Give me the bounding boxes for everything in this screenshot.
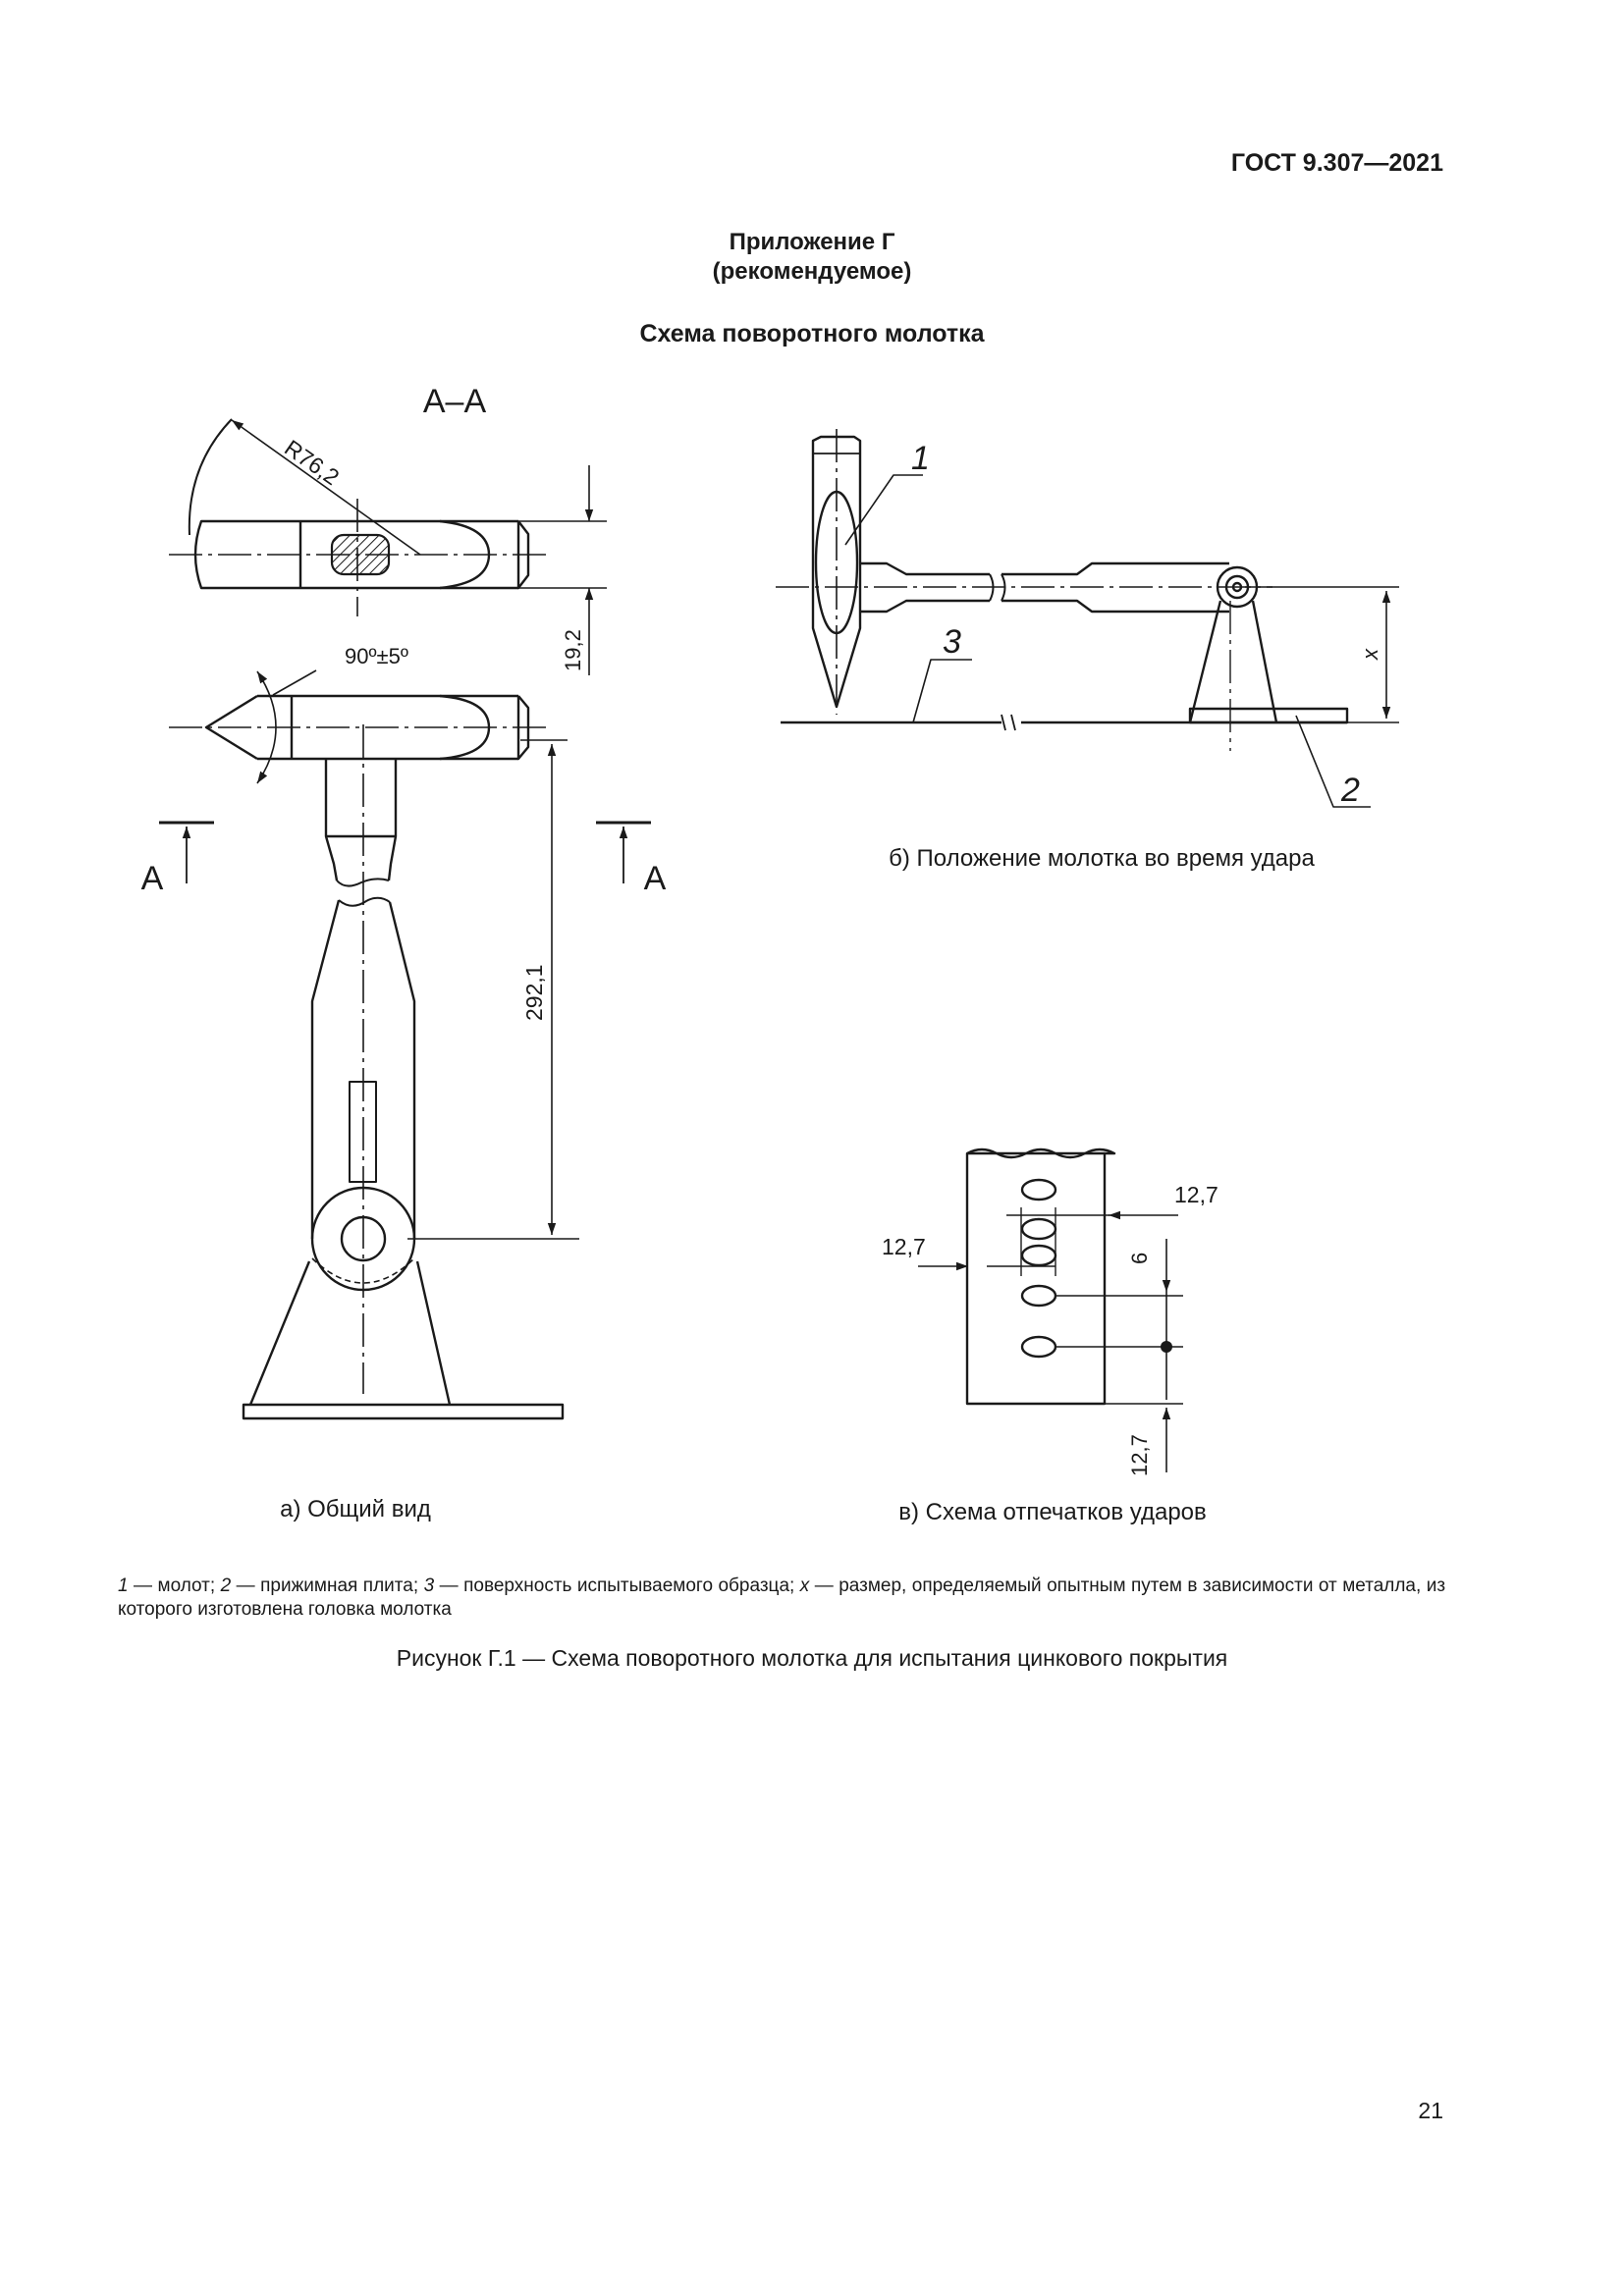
callout-1: 1	[911, 440, 930, 477]
caption-impact-position: б) Положение молотка во время удара	[889, 845, 1315, 872]
impact-prints-view	[882, 1149, 1218, 1525]
callout-3: 3	[943, 623, 961, 661]
dim-x-label: x	[1358, 649, 1382, 660]
print-1	[1022, 1180, 1056, 1200]
standard-designation: ГОСТ 9.307—2021	[1230, 149, 1443, 177]
callout-2: 2	[1341, 772, 1360, 809]
general-view	[141, 644, 667, 1522]
page-number: 21	[1418, 2098, 1443, 2123]
legend-num-x: x	[799, 1575, 810, 1596]
radius-label: R76,2	[280, 434, 345, 491]
print-2	[1022, 1219, 1056, 1239]
print-3	[1022, 1246, 1056, 1265]
impact-position-view	[776, 429, 1399, 872]
dim-left-label: 12,7	[882, 1234, 926, 1259]
figure-heading: Схема поворотного молотка	[639, 320, 985, 347]
section-mark-left: А	[140, 860, 164, 897]
print-5	[1022, 1337, 1056, 1357]
appendix-subtitle: (рекомендуемое)	[712, 258, 912, 285]
angle-label: 90º±5º	[345, 644, 408, 668]
print-4	[1022, 1286, 1056, 1306]
dim-right-label: 12,7	[1174, 1182, 1218, 1207]
caption-general-view: а) Общий вид	[280, 1496, 431, 1522]
figure-legend	[118, 1575, 1445, 1622]
appendix-title: Приложение Г	[729, 229, 895, 255]
section-mark-right: А	[643, 860, 667, 897]
legend-num-3: 3	[423, 1575, 435, 1596]
dim-bottom-label: 12,7	[1127, 1434, 1152, 1476]
legend-text-2: — прижимная плита;	[236, 1575, 419, 1596]
dim-spacing-label: 6	[1127, 1252, 1152, 1264]
legend-text-1: — молот;	[134, 1575, 216, 1596]
length-label: 292,1	[521, 964, 547, 1021]
section-a-a-view	[169, 383, 607, 675]
legend-text-x: — размер, определяемый опытным путем в зависимости от металла, из которого изготовлена головка молотка	[118, 1575, 1446, 1620]
section-title: А–А	[422, 383, 487, 420]
legend-num-2: 2	[220, 1575, 232, 1596]
thickness-label: 19,2	[561, 629, 585, 671]
caption-impact-prints: в) Схема отпечатков ударов	[898, 1499, 1207, 1525]
figure-caption: Рисунок Г.1 — Схема поворотного молотка для испытания цинкового покрытия	[396, 1645, 1228, 1671]
legend-num-1: 1	[118, 1575, 129, 1596]
legend-text-3: — поверхность испытываемого образца;	[439, 1575, 795, 1596]
